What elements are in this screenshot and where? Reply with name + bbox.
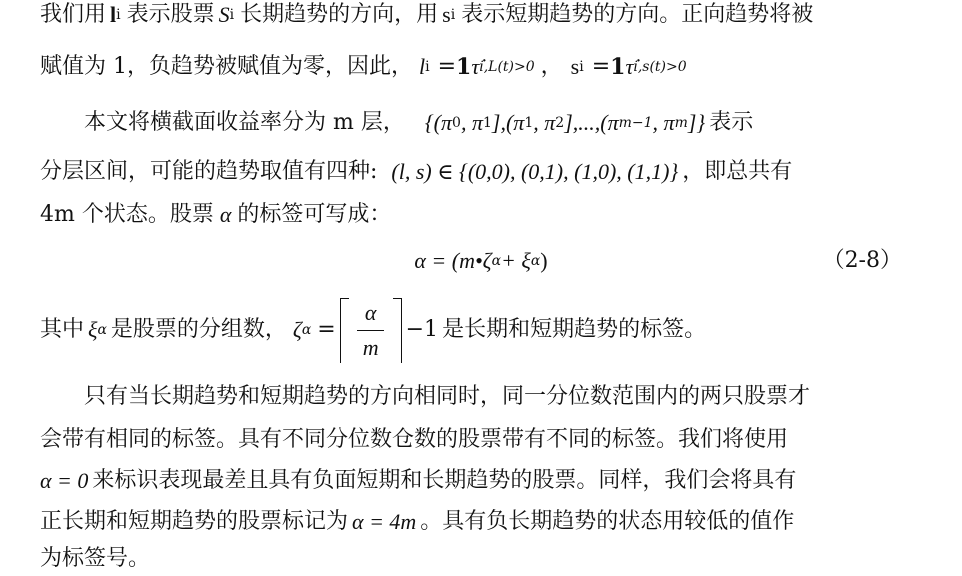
subscript: m: [674, 115, 688, 131]
subscript: i,L(t)>0: [479, 59, 535, 75]
math-xi: ξ: [88, 317, 98, 342]
math-s: s: [570, 54, 580, 79]
equals: =: [317, 317, 336, 342]
math-s: s: [442, 2, 451, 27]
subscript: i,s(t)>0: [633, 59, 687, 75]
indicator-one: 1: [456, 54, 472, 80]
text: 的标签可写成：: [237, 202, 392, 227]
paragraph-1-line-2: [40, 52, 932, 82]
text: 只有当长期趋势和短期趋势的方向相同时，同一分位数范围内的两只股票才: [84, 384, 811, 409]
subscript: α: [530, 253, 541, 269]
paragraph-2-line-3: [40, 200, 932, 230]
text: 我们用: [40, 2, 107, 27]
subscript: i: [579, 59, 584, 75]
subscript: 1: [524, 115, 534, 131]
subscript: α: [97, 322, 107, 338]
math-l: l: [419, 54, 426, 79]
equation-mid: + ξ: [501, 248, 531, 273]
paragraph-4-line-3: [40, 466, 932, 496]
text: 其中: [40, 317, 85, 342]
subscript: α: [301, 322, 312, 338]
equation-number: （2-8）: [822, 248, 902, 273]
math-interval: , π: [460, 110, 483, 135]
text: 4m 个状态。股票: [40, 202, 214, 227]
equation-lhs: α = (m•ζ: [414, 248, 492, 273]
subscript: i: [229, 7, 235, 23]
text: 是股票的分组数，: [110, 317, 287, 342]
paragraph-4-line-1: [84, 382, 932, 412]
text: 分层区间，可能的趋势取值有四种:: [40, 159, 378, 184]
math-alpha-zero: α = 0: [40, 468, 89, 493]
equals: =: [437, 54, 457, 79]
math-minus-one: −1: [405, 317, 439, 342]
text: 是长期和短期趋势的标签。: [442, 317, 707, 342]
text: 为标签号。: [40, 546, 151, 571]
equals: =: [591, 54, 611, 79]
math-tau: τ̇: [471, 54, 480, 79]
math-tau: τ̇: [625, 54, 634, 79]
text: 表示: [709, 110, 754, 135]
subscript: i: [116, 7, 121, 23]
math-interval: {(π: [424, 110, 453, 135]
subscript: 0: [452, 115, 461, 131]
math-interval: ],(π: [491, 110, 525, 135]
fraction: [355, 298, 387, 363]
math-l: l: [110, 2, 117, 27]
text: 正长期和短期趋势的股票标记为: [40, 509, 349, 534]
paragraph-4-line-5: [40, 544, 932, 574]
paragraph-4-line-4: [40, 507, 932, 537]
paragraph-2-line-1: [84, 108, 932, 138]
subscript: m−1: [618, 115, 653, 131]
math-interval: , π: [652, 110, 675, 135]
math-states-set: (l, s) ∈ {(0,0), (0,1), (1,0), (1,1)}: [391, 159, 679, 184]
text: ，即总共有: [682, 159, 793, 184]
fraction-numerator: α: [357, 298, 385, 331]
subscript: 1: [482, 115, 492, 131]
text: 。具有负长期趋势的状态用较低的值作: [420, 509, 795, 534]
text: 长期趋势的方向，用: [240, 2, 439, 27]
subscript: α: [491, 253, 502, 269]
equation-2-8: [0, 246, 962, 276]
indicator-one: 1: [610, 54, 626, 80]
text: 赋值为 1，负趋势被赋值为零，因此，: [40, 54, 413, 79]
math-zeta: ζ: [292, 317, 302, 342]
subscript: 2: [555, 115, 565, 131]
subscript: i: [425, 59, 430, 75]
math-alpha-4m: α = 4m: [352, 509, 417, 534]
math-interval: ],...,(π: [564, 110, 619, 135]
text: 会带有相同的标签。具有不同分位数仓数的股票带有不同的标签。我们将使用: [40, 427, 789, 452]
paragraph-4-line-2: [40, 425, 932, 455]
text: 表示短期趋势的方向。正向趋势将被: [461, 2, 814, 27]
ceiling-bracket: [340, 298, 402, 363]
paragraph-3: [40, 292, 932, 368]
text: 本文将横截面收益率分为 m 层，: [84, 110, 405, 135]
paragraph-1-line-1: [40, 0, 932, 30]
math-S: S: [218, 2, 230, 27]
equation-end: ): [540, 248, 548, 273]
math-interval: , π: [533, 110, 556, 135]
text: ，: [540, 54, 563, 79]
text: 表示股票: [126, 2, 215, 27]
math-alpha: α: [219, 202, 232, 227]
paragraph-2-line-2: [40, 157, 932, 187]
fraction-denominator: m: [362, 334, 379, 360]
text: 来标识表现最差且具有负面短期和长期趋势的股票。同样，我们会将具有: [92, 468, 797, 493]
math-interval: ]}: [687, 110, 706, 135]
subscript: i: [450, 7, 456, 23]
